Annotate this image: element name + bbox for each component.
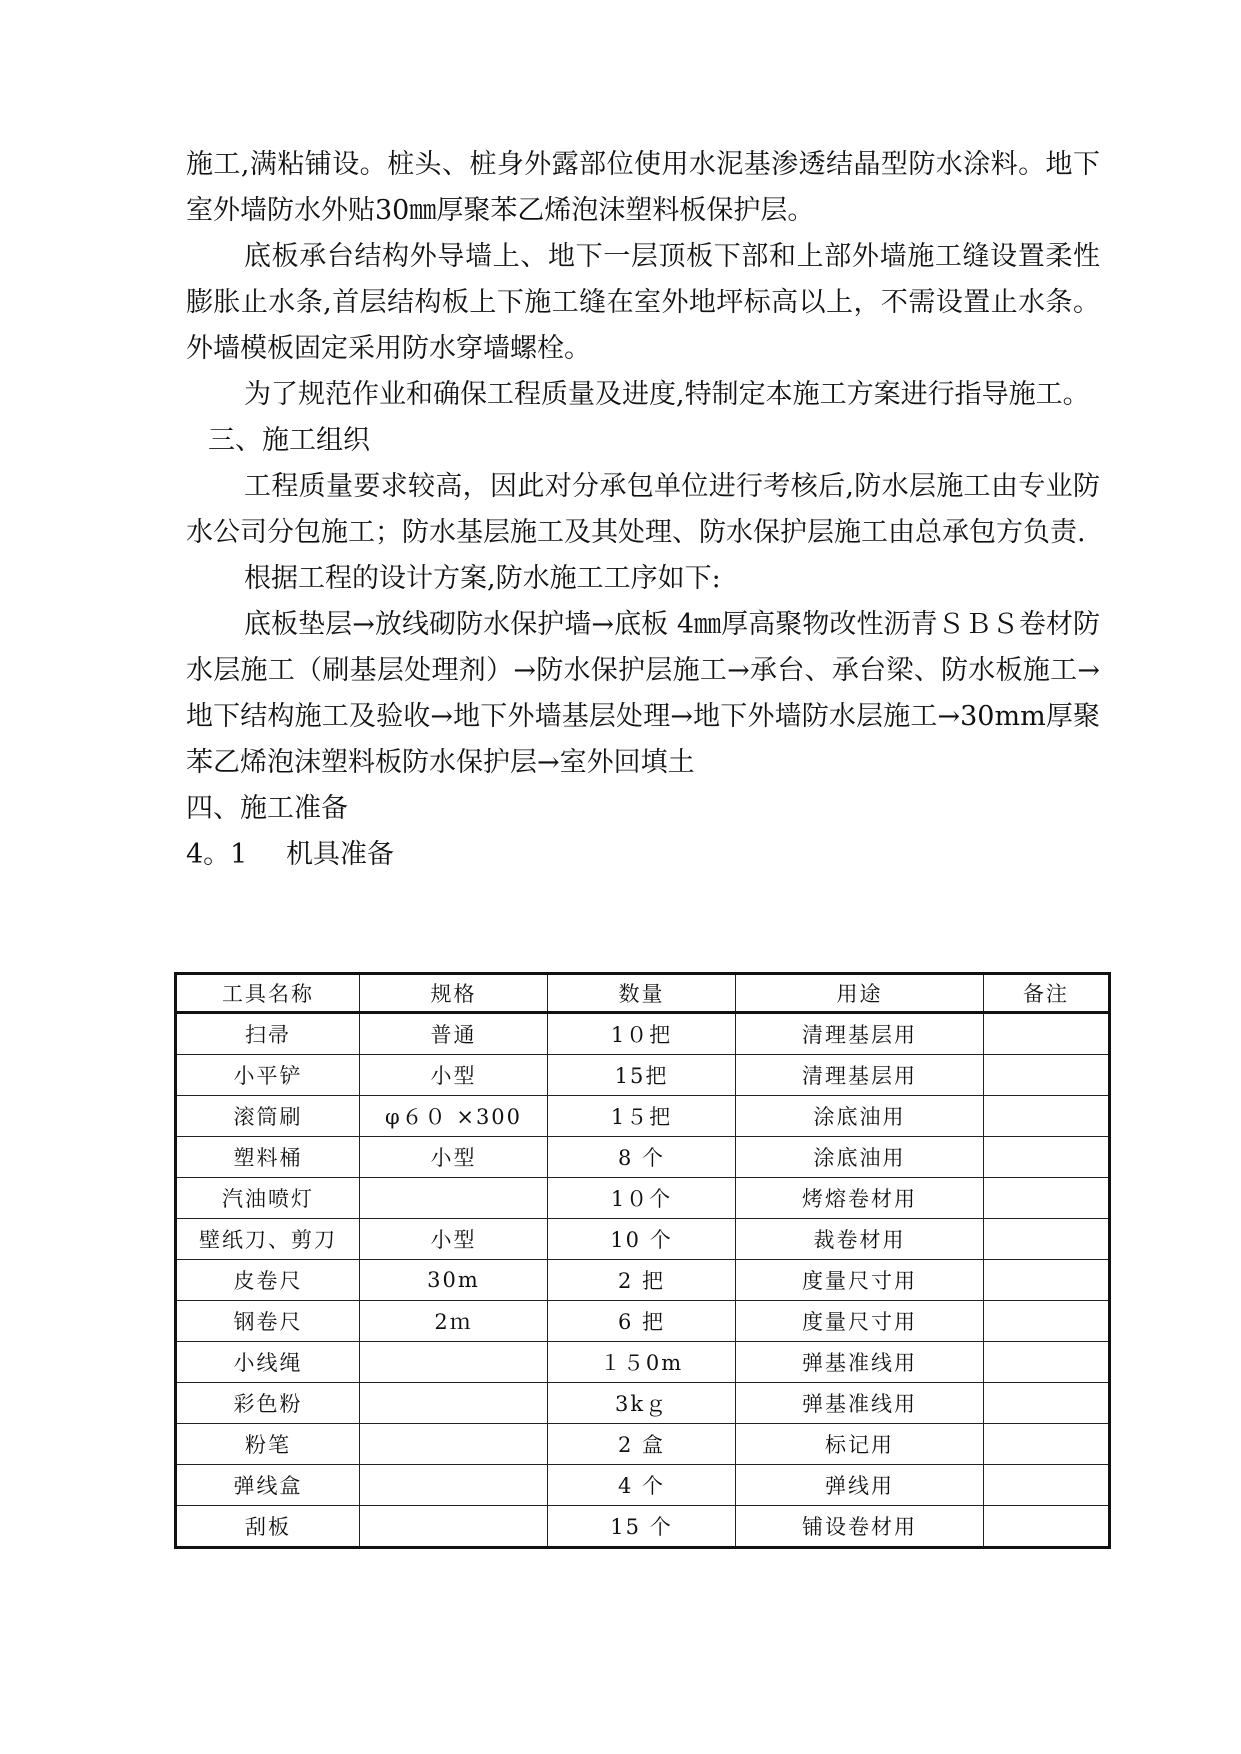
cell-purpose: 涂底油用 xyxy=(736,1096,984,1137)
header-tool-name: 工具名称 xyxy=(176,974,360,1013)
cell-tool-name: 钢卷尺 xyxy=(176,1301,360,1342)
cell-quantity: 1０把 xyxy=(548,1013,736,1055)
paragraph-2: 底板承台结构外导墙上、地下一层顶板下部和上部外墙施工缝设置柔性膨胀止水条,首层结构板上下施工缝在室外地坪标高以上，不需设置止水条。外墙模板固定采用防水穿墙螺栓。 xyxy=(186,241,1100,364)
cell-quantity: 6 把 xyxy=(548,1301,736,1342)
cell-purpose: 清理基层用 xyxy=(736,1055,984,1096)
cell-spec xyxy=(360,1506,548,1548)
cell-purpose: 标记用 xyxy=(736,1424,984,1465)
cell-spec: 2ｍ xyxy=(360,1301,548,1342)
table-row xyxy=(176,1506,1110,1548)
section-heading-3: 三、施工组织 xyxy=(208,425,370,456)
cell-quantity: 15 个 xyxy=(548,1506,736,1548)
cell-remarks xyxy=(984,1383,1110,1424)
cell-purpose: 烤熔卷材用 xyxy=(736,1178,984,1219)
cell-spec: φ６０ ×300 xyxy=(360,1096,548,1137)
cell-purpose: 度量尺寸用 xyxy=(736,1301,984,1342)
cell-remarks xyxy=(984,1260,1110,1301)
cell-quantity: 2 把 xyxy=(548,1260,736,1301)
cell-purpose: 弹基准线用 xyxy=(736,1342,984,1383)
cell-spec: 小型 xyxy=(360,1137,548,1178)
cell-purpose: 裁卷材用 xyxy=(736,1219,984,1260)
cell-purpose: 度量尺寸用 xyxy=(736,1260,984,1301)
cell-quantity: 10 个 xyxy=(548,1219,736,1260)
table-body xyxy=(176,1013,1110,1548)
paragraph-1: 施工,满粘铺设。桩头、桩身外露部位使用水泥基渗透结晶型防水涂料。地下室外墙防水外贴30㎜厚聚苯乙烯泡沫塑料板保护层。 xyxy=(186,149,1100,226)
table-header-row xyxy=(176,974,1110,1013)
table-row xyxy=(176,1342,1110,1383)
cell-remarks xyxy=(984,1137,1110,1178)
table-row xyxy=(176,1178,1110,1219)
cell-spec xyxy=(360,1342,548,1383)
cell-purpose: 涂底油用 xyxy=(736,1137,984,1178)
section-heading-4: 四、施工准备 xyxy=(186,793,348,824)
header-purpose: 用途 xyxy=(736,974,984,1013)
paragraph-4: 工程质量要求较高，因此对分承包单位进行考核后,防水层施工由专业防水公司分包施工；防水基层施工及其处理、防水保护层施工由总承包方负责. xyxy=(186,471,1100,548)
cell-remarks xyxy=(984,1506,1110,1548)
cell-spec xyxy=(360,1383,548,1424)
cell-quantity: 1５把 xyxy=(548,1096,736,1137)
body-text xyxy=(186,142,1100,878)
cell-tool-name: 皮卷尺 xyxy=(176,1260,360,1301)
cell-remarks xyxy=(984,1055,1110,1096)
cell-tool-name: 小线绳 xyxy=(176,1342,360,1383)
cell-tool-name: 壁纸刀、剪刀 xyxy=(176,1219,360,1260)
table-row xyxy=(176,1260,1110,1301)
table-row xyxy=(176,1137,1110,1178)
cell-spec: 小型 xyxy=(360,1055,548,1096)
paragraph-6: 底板垫层→放线砌防水保护墙→底板 4㎜厚高聚物改性沥青ＳＢＳ卷材防水层施工（刷基层处理剂）→防水保护层施工→承台、承台梁、防水板施工→地下结构施工及验收→地下外墙基层处理→地下外墙防水层施工→30mm厚聚苯乙烯泡沫塑料板防水保护层→室外回填土 xyxy=(186,609,1100,778)
table-row xyxy=(176,1219,1110,1260)
cell-tool-name: 刮板 xyxy=(176,1506,360,1548)
cell-spec xyxy=(360,1178,548,1219)
table-row xyxy=(176,1055,1110,1096)
header-spec: 规格 xyxy=(360,974,548,1013)
table-row xyxy=(176,1424,1110,1465)
cell-purpose: 弹基准线用 xyxy=(736,1383,984,1424)
cell-tool-name: 粉笔 xyxy=(176,1424,360,1465)
cell-spec: 普通 xyxy=(360,1013,548,1055)
cell-quantity: 4 个 xyxy=(548,1465,736,1506)
cell-spec xyxy=(360,1465,548,1506)
cell-purpose: 铺设卷材用 xyxy=(736,1506,984,1548)
cell-quantity: 1０个 xyxy=(548,1178,736,1219)
cell-purpose: 弹线用 xyxy=(736,1465,984,1506)
cell-remarks xyxy=(984,1013,1110,1055)
table-row xyxy=(176,1465,1110,1506)
subsection-heading-4-1 xyxy=(186,832,1100,878)
paragraph-3: 为了规范作业和确保工程质量及进度,特制定本施工方案进行指导施工。 xyxy=(244,379,1090,410)
cell-remarks xyxy=(984,1424,1110,1465)
cell-remarks xyxy=(984,1178,1110,1219)
cell-quantity: 2 盒 xyxy=(548,1424,736,1465)
table-row xyxy=(176,1013,1110,1055)
cell-quantity: 15把 xyxy=(548,1055,736,1096)
tools-table-wrapper xyxy=(174,972,1108,1549)
cell-spec xyxy=(360,1424,548,1465)
table-row xyxy=(176,1096,1110,1137)
cell-tool-name: 滚筒刷 xyxy=(176,1096,360,1137)
cell-remarks xyxy=(984,1219,1110,1260)
cell-spec: 小型 xyxy=(360,1219,548,1260)
subsection-title: 机具准备 xyxy=(286,839,394,870)
cell-remarks xyxy=(984,1301,1110,1342)
cell-quantity: １５0m xyxy=(548,1342,736,1383)
cell-quantity: 3kｇ xyxy=(548,1383,736,1424)
cell-purpose: 清理基层用 xyxy=(736,1013,984,1055)
cell-remarks xyxy=(984,1465,1110,1506)
cell-tool-name: 扫帚 xyxy=(176,1013,360,1055)
subsection-number: 4。1 xyxy=(186,839,248,870)
header-quantity: 数量 xyxy=(548,974,736,1013)
cell-tool-name: 彩色粉 xyxy=(176,1383,360,1424)
table-row xyxy=(176,1383,1110,1424)
paragraph-5: 根据工程的设计方案,防水施工工序如下: xyxy=(244,563,721,594)
cell-spec: 30m xyxy=(360,1260,548,1301)
tools-table xyxy=(174,972,1111,1549)
cell-tool-name: 弹线盒 xyxy=(176,1465,360,1506)
cell-remarks xyxy=(984,1342,1110,1383)
cell-remarks xyxy=(984,1096,1110,1137)
cell-tool-name: 汽油喷灯 xyxy=(176,1178,360,1219)
cell-quantity: 8 个 xyxy=(548,1137,736,1178)
cell-tool-name: 塑料桶 xyxy=(176,1137,360,1178)
table-row xyxy=(176,1301,1110,1342)
header-remarks: 备注 xyxy=(984,974,1110,1013)
cell-tool-name: 小平铲 xyxy=(176,1055,360,1096)
